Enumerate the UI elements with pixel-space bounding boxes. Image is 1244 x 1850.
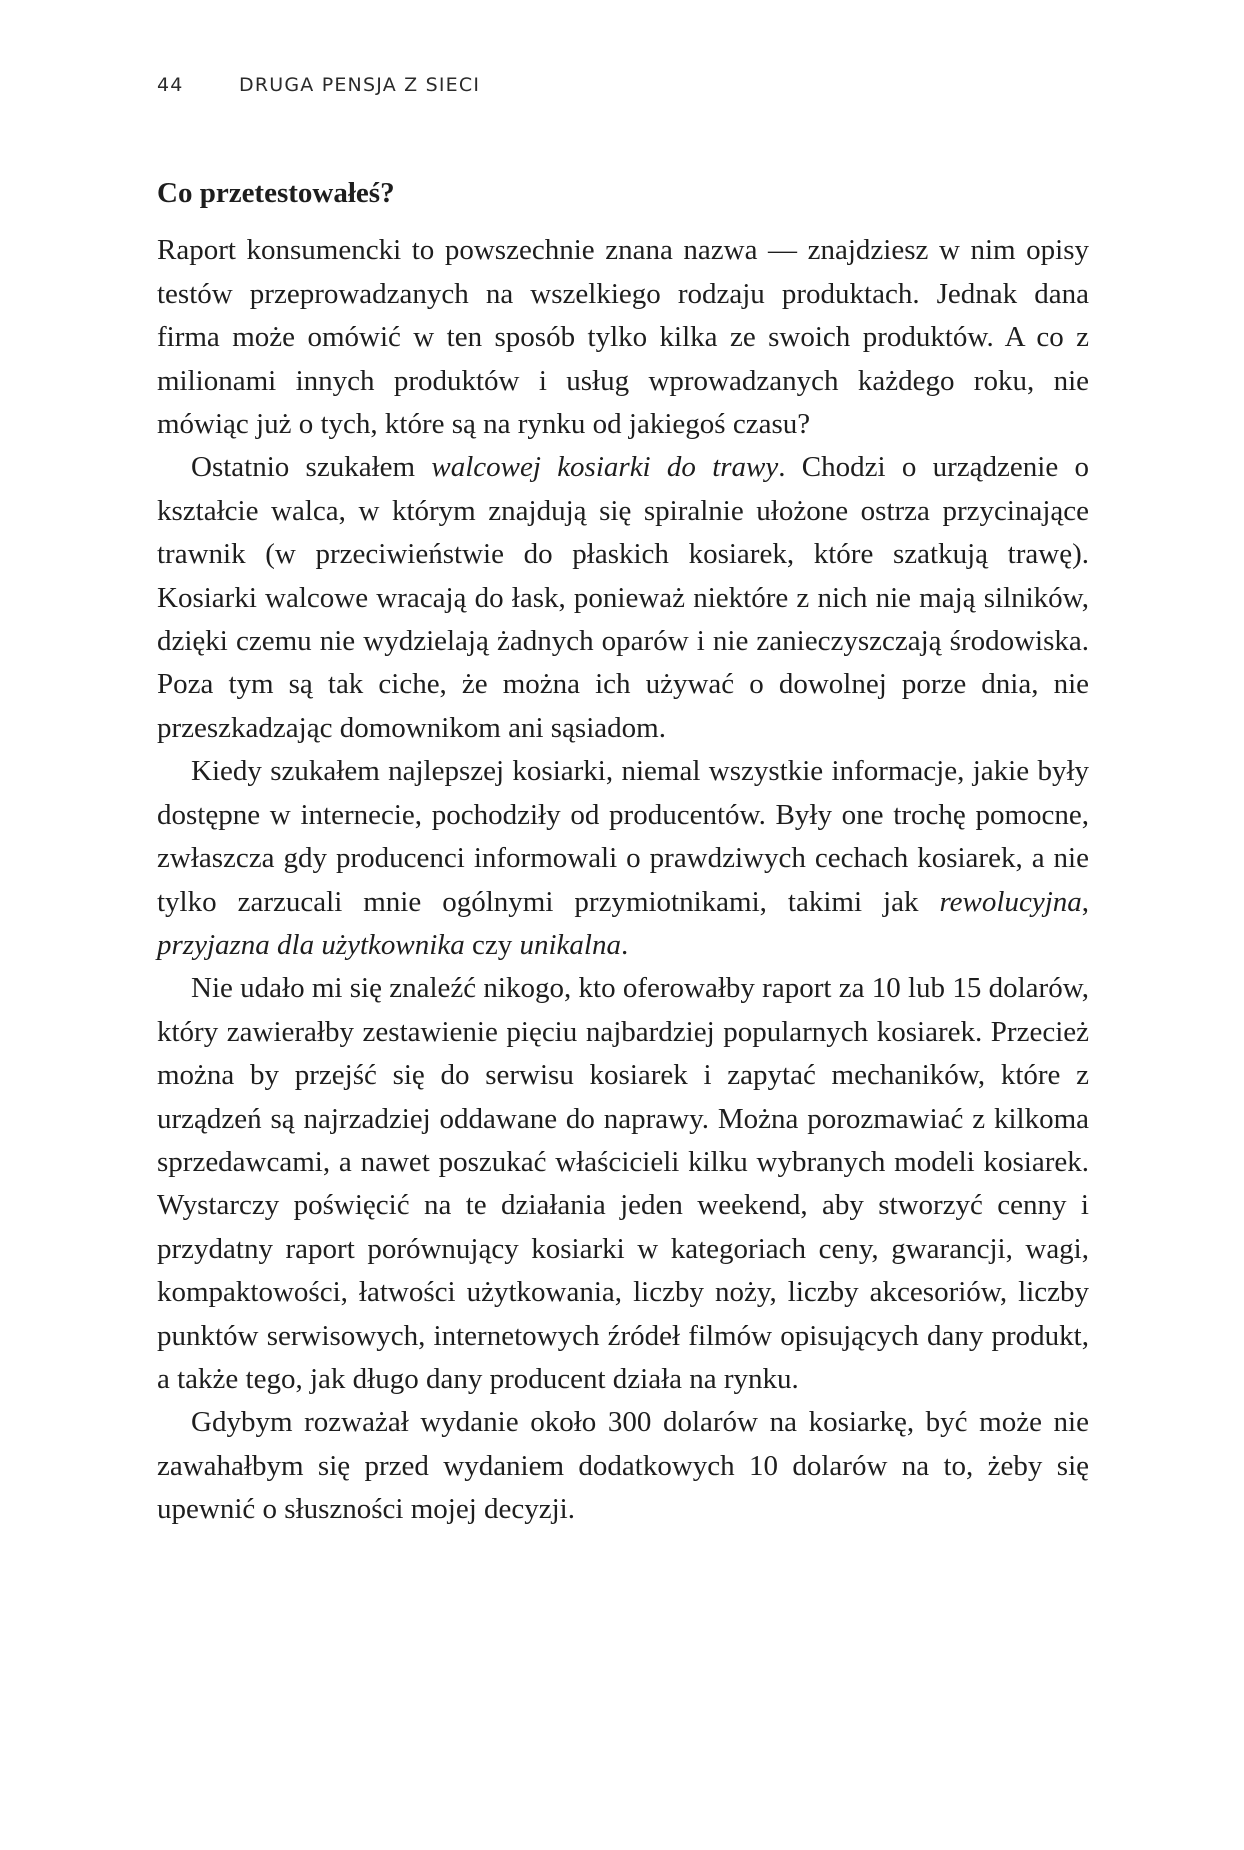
page-number: 44 [157, 74, 184, 96]
paragraph-1: Raport konsumencki to powszechnie znana nazwa — znajdziesz w nim opisy testów przeprowadzanych na wszelkiego rodzaju produktach. Jednak dana firma może omówić w ten sposób tylko kilka ze swoich produktów. A co z milionami innych produktów i usług wprowadzanych każdego roku, nie mówiąc już o tych, które są na rynku od jakiegoś czasu? [157, 234, 1089, 441]
paragraph-3-text-end: . [620, 928, 629, 961]
paragraph-4: Nie udało mi się znaleźć nikogo, kto oferowałby raport za 10 lub 15 dolarów, który zawierałby zestawienie pięciu najbardziej popularnych kosiarek. Przecież można by przejść się do serwisu kosiarek i zapytać mechaników, które z urządzeń są najrzadziej oddawane do naprawy. Można porozmawiać z kilkoma sprzedawcami, a nawet poszukać właścicieli kilku wybranych modeli kosiarek. Wystarczy poświęcić na te działania jeden weekend, aby stworzyć cenny i przydatny raport porównujący kosiarki w kategoriach ceny, gwarancji, wagi, kompaktowości, łatwości użytkowania, liczby noży, liczby akcesoriów, liczby punktów serwisowych, internetowych źródeł filmów opisujących dany produkt, a także tego, jak długo dany producent działa na rynku. [157, 972, 1089, 1395]
paragraph-3 [157, 750, 1089, 967]
paragraph-3-sep-1: , [1081, 885, 1089, 918]
paragraph-3-sep-2: czy [464, 928, 520, 961]
paragraph-3-italic-1: rewolucyjna [939, 885, 1082, 918]
paragraph-5: Gdybym rozważał wydanie około 300 dolarów na kosiarkę, być może nie zawahałbym się przed wydaniem dodatkowych 10 dolarów na to, żeby się upewnić o słuszności mojej decyzji. [157, 1406, 1089, 1526]
paragraph-2 [157, 446, 1089, 750]
paragraph-2-text-start: Ostatnio szukałem [191, 451, 432, 484]
paragraph-3-italic-3: unikalna [519, 928, 621, 961]
book-title: DRUGA PENSJA Z SIECI [239, 74, 481, 96]
paragraph-2-text-end: . Chodzi o urządzenie o kształcie walca, w którym znajdują się spiralnie ułożone ostrza przycinające trawnik (w przeciwieństwie do płaskich kosiarek, które szatkują trawę). Kosiarki walcowe wracają do łask, ponieważ niektóre z nich nie mają silników, dzięki czemu nie wydzielają żadnych oparów i nie zanieczyszczają środowiska. Poza tym są tak ciche, że można ich używać o dowolnej porze dnia, nie przeszkadzając domownikom ani sąsiadom. [157, 451, 1089, 744]
paragraph-3-italic-2: przyjazna dla użytkownika [157, 928, 465, 961]
running-header [157, 74, 480, 96]
section-heading: Co przetestowałeś? [157, 177, 395, 209]
paragraph-2-italic-term: walcowej kosiarki do trawy [431, 451, 779, 484]
paragraph-3-text-start: Kiedy szukałem najlepszej kosiarki, niemal wszystkie informacje, jakie były dostępne w internecie, pochodziły od producentów. Były one trochę pomocne, zwłaszcza gdy producenci informowali o prawdziwych cechach kosiarek, a nie tylko zarzucali mnie ogólnymi przymiotnikami, takimi jak [157, 755, 1089, 918]
page-body [157, 172, 1089, 1532]
